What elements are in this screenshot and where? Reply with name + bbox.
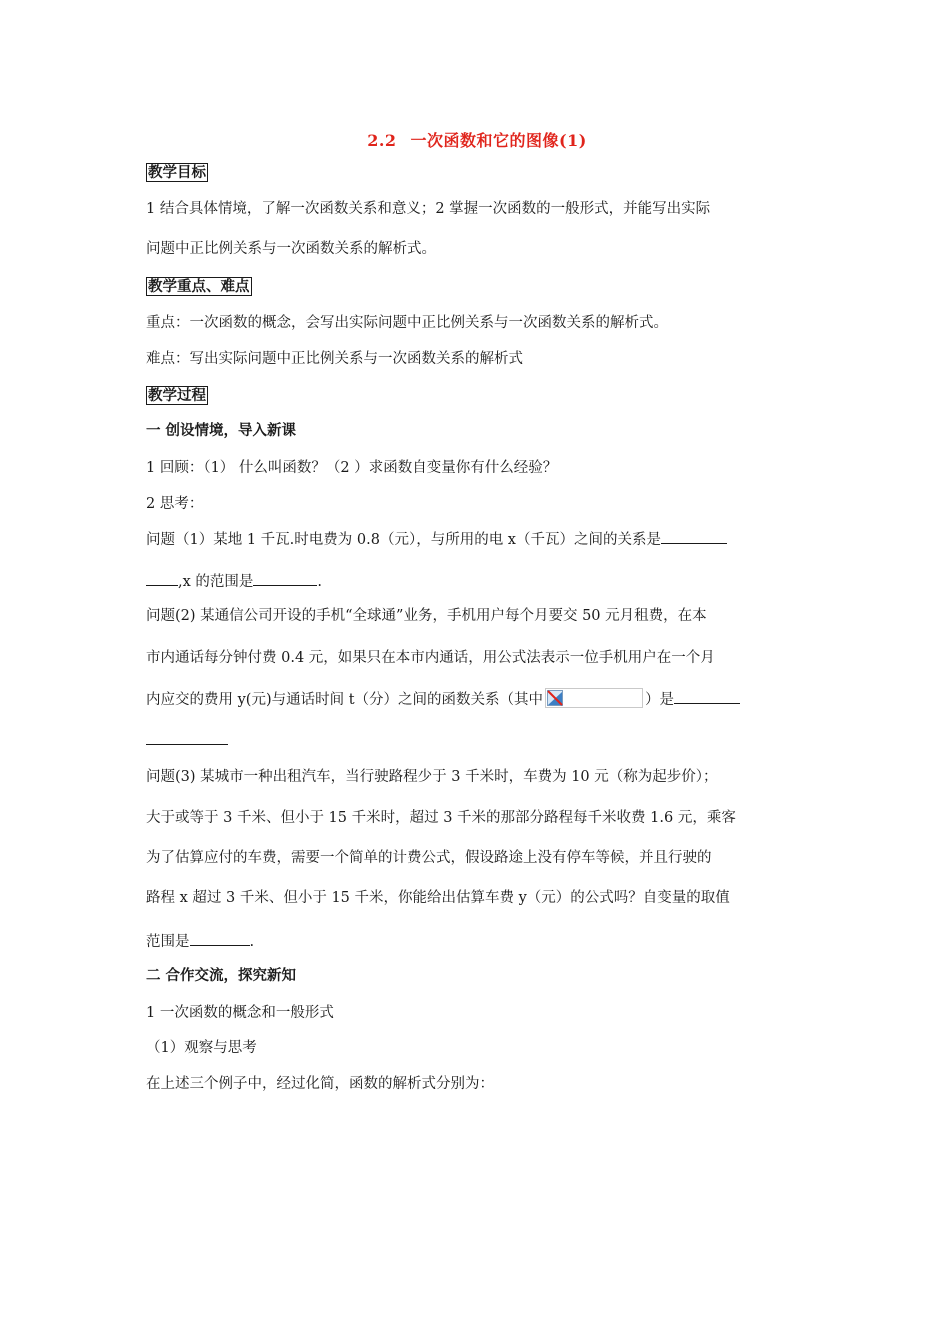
question1-line-1 [146, 529, 727, 550]
answer-blank-q1-cont [146, 571, 178, 586]
heading-teaching-process: 教学过程 [148, 387, 206, 404]
question2-line-3 [146, 688, 740, 710]
answer-blank-q1 [661, 529, 727, 544]
question1-period: . [317, 574, 323, 590]
question3-line-1: 问题(3) 某城市一种出租汽车，当行驶路程少于 3 千米时，车费为 10 元（称为起步价）； [146, 769, 718, 785]
observe-subheading: （1）观察与思考 [146, 1040, 257, 1056]
question3-period: . [249, 934, 255, 950]
broken-image-icon [547, 690, 563, 706]
question2-text-a: 内应交的费用 y(元)与通话时间 t（分）之间的函数关系（其中 [146, 692, 544, 708]
think-line: 2 思考： [146, 496, 204, 512]
answer-blank-q2-cont [146, 744, 228, 745]
document-title [146, 128, 808, 151]
keypoint-line-2: 难点：写出实际问题中正比例关系与一次函数关系的解析式 [146, 351, 523, 367]
heading-key-points: 教学重点、难点 [148, 278, 250, 295]
concept-subheading: 1 一次函数的概念和一般形式 [146, 1005, 334, 1021]
keypoint-line-1: 重点：一次函数的概念，会写出实际问题中正比例关系与一次函数关系的解析式。 [146, 315, 668, 331]
question1-text: 问题（1）某地 1 千瓦.时电费为 0.8（元），与所用的电 x（千瓦）之间的关系是 [146, 532, 661, 548]
title-number: 2.2 [367, 131, 397, 150]
range-blank-q1 [253, 571, 317, 586]
part1-heading: 一 创设情境，导入新课 [146, 422, 297, 439]
review-line: 1 回顾：（1） 什么叫函数？（2 ）求函数自变量你有什么经验？ [146, 460, 558, 476]
question1-line-2 [146, 571, 322, 592]
goal-line-2: 问题中正比例关系与一次函数关系的解析式。 [146, 241, 436, 257]
range-blank-q3 [190, 931, 250, 946]
question1-range-text: ,x 的范围是 [178, 574, 254, 590]
answer-blank-q2 [674, 689, 740, 704]
analysis-line: 在上述三个例子中，经过化简，函数的解析式分别为： [146, 1076, 494, 1092]
question3-line-5 [146, 931, 254, 952]
question3-line-4: 路程 x 超过 3 千米、但小于 15 千米，你能给出估算车费 y（元）的公式吗？自变量的取值 [146, 890, 730, 906]
question2-text-b: ）是 [645, 692, 675, 708]
heading-teaching-goals: 教学目标 [148, 164, 206, 181]
title-text: 一次函数和它的图像(1) [410, 131, 587, 150]
question3-line-2: 大于或等于 3 千米、但小于 15 千米时，超过 3 千米的那部分路程每千米收费 1.6 元，乘客 [146, 810, 736, 826]
question2-line-1: 问题(2) 某通信公司开设的手机“全球通”业务，手机用户每个月要交 50 元月租费，在本 [146, 608, 707, 624]
question3-range-text: 范围是 [146, 934, 190, 950]
missing-image-placeholder [545, 688, 643, 708]
question3-line-3: 为了估算应付的车费，需要一个简单的计费公式，假设路途上没有停车等候，并且行驶的 [146, 850, 712, 866]
goal-line-1: 1 结合具体情境，了解一次函数关系和意义；2 掌握一次函数的一般形式，并能写出实际 [146, 201, 711, 217]
question2-line-2: 市内通话每分钟付费 0.4 元，如果只在本市内通话，用公式法表示一位手机用户在一个月 [146, 650, 715, 666]
part2-heading: 二 合作交流，探究新知 [146, 967, 297, 984]
